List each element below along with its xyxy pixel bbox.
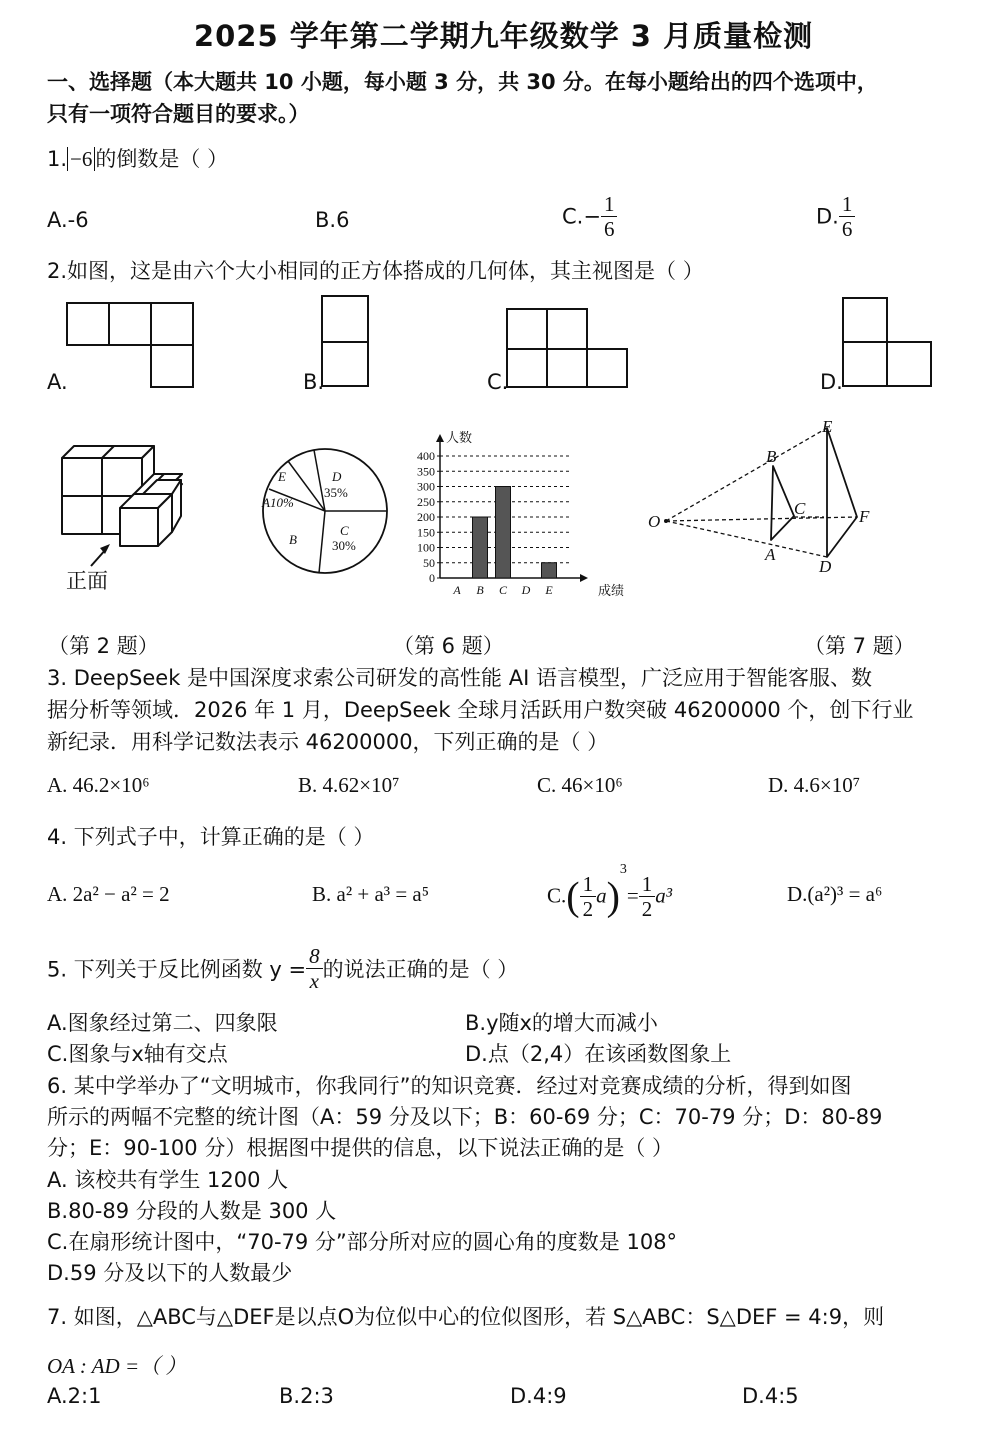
q6-option-c[interactable]: C.在扇形统计图中，“70-79 分”部分所对应的圆心角的度数是 108°	[47, 1230, 678, 1254]
q2-option-d-figure[interactable]	[838, 295, 938, 391]
question-7-line2: OA : AD =（ ）	[47, 1354, 187, 1378]
point-e: E	[822, 417, 833, 436]
q1-c-denominator: 6	[603, 217, 615, 241]
q5-stem-prefix: 5. 下列关于反比例函数 y =	[47, 957, 307, 982]
q7-homothety-figure	[642, 414, 882, 579]
question-6-line2: 所示的两幅不完整的统计图（A：59 分及以下；B：60-69 分；C：70-79 分；D：80-89	[47, 1105, 883, 1129]
q7-option-c[interactable]: D.4:9	[510, 1384, 567, 1408]
q4-c-denominator: 2	[582, 896, 594, 921]
q1-option-b[interactable]: B.6	[315, 208, 350, 232]
bar-E	[542, 563, 557, 578]
q6-bar-chart	[400, 422, 625, 602]
q4-option-b[interactable]: B. a² + a³ = a⁵	[312, 882, 430, 906]
q1-abs-expression: −6	[67, 147, 95, 171]
q4-option-d[interactable]: D.(a²)³ = a⁶	[787, 882, 883, 906]
q7-option-a[interactable]: A.2:1	[47, 1384, 102, 1408]
x-axis-arrow	[580, 574, 588, 582]
q1-option-c[interactable]	[562, 192, 617, 241]
q2-option-c-figure[interactable]	[503, 305, 633, 391]
y-tick-label: 100	[417, 540, 435, 555]
q6-option-a[interactable]: A. 该校共有学生 1200 人	[47, 1168, 289, 1192]
point-d: D	[819, 557, 832, 576]
pie-label-b: B	[289, 532, 297, 547]
q1-d-numerator: 1	[839, 192, 856, 217]
y-tick-label: 300	[417, 479, 435, 494]
x-tick-label-B: B	[476, 583, 484, 597]
q4-c-rhs-denominator: 2	[641, 896, 653, 921]
question-5	[47, 944, 518, 993]
q2-option-d-label[interactable]: D.	[820, 370, 843, 394]
q2-option-b-label[interactable]: B.	[303, 370, 325, 394]
q4-option-a[interactable]: A. 2a² − a² = 2	[47, 882, 170, 906]
q4-c-eq: =	[626, 883, 639, 908]
y-tick-label: 200	[417, 510, 435, 524]
q3-option-d[interactable]: D. 4.6×10⁷	[768, 773, 861, 797]
point-o: O	[648, 512, 661, 531]
point-a: A	[765, 545, 776, 564]
q4-option-c[interactable]: C.( $\frac{1}{2}$ a)$^3$= $\frac{1}{2}$ a³	[547, 862, 673, 921]
point-c: C	[794, 499, 806, 518]
q5-denominator: x	[309, 969, 319, 993]
q3-option-c[interactable]: C. 46×10⁶	[537, 773, 623, 797]
q5-option-b[interactable]: B.y随x的增大而减小	[465, 1011, 658, 1035]
caption-q7: （第 7 题）	[804, 634, 915, 658]
question-1	[47, 143, 228, 173]
q1-option-c-label: C.−	[562, 204, 601, 229]
section-1-heading-line1: 一、选择题（本大题共 10 小题，每小题 3 分，共 30 分。在每小题给出的四个选项中，	[47, 70, 878, 94]
q1-stem: 的倒数是（ ）	[95, 147, 229, 171]
bar-C	[496, 487, 511, 579]
x-axis-label: 成绩	[598, 583, 625, 598]
question-2: 2.如图，这是由六个大小相同的正方体搭成的几何体，其主视图是（ ）	[47, 259, 704, 283]
question-3-line2: 据分析等领域．2026 年 1 月，DeepSeek 全球月活跃用户数突破 46200000 个，创下行业	[47, 698, 914, 722]
q1-option-d-label: D.	[816, 204, 839, 229]
q2-option-a-figure[interactable]	[60, 298, 200, 390]
question-3-line3: 新纪录．用科学记数法表示 46200000，下列正确的是（ ）	[47, 730, 609, 754]
q1-d-denominator: 6	[841, 217, 853, 241]
q2-option-c-label[interactable]: C.	[487, 370, 509, 394]
q5-numerator: 8	[306, 944, 323, 969]
q5-option-d[interactable]: D.点（2,4）在该函数图象上	[465, 1042, 732, 1066]
pie-pct-c: 30%	[332, 538, 356, 553]
question-6-line1: 6. 某中学举办了“文明城市，你我同行”的知识竞赛．经过对竞赛成绩的分析，得到如图	[47, 1074, 852, 1098]
question-6-line3: 分；E：90-100 分）根据图中提供的信息，以下说法正确的是（ ）	[47, 1136, 673, 1160]
x-tick-label-C: C	[498, 583, 508, 597]
q1-option-d[interactable]	[816, 192, 855, 241]
y-tick-label: 150	[417, 525, 435, 540]
question-7-line1: 7. 如图，△ABC与△DEF是以点O为位似中心的位似图形，若 S△ABC：S△DEF = 4:9，则	[47, 1305, 885, 1329]
y-tick-label: 250	[417, 494, 435, 509]
q4-c-numerator: 1	[580, 872, 597, 897]
q1-c-numerator: 1	[601, 192, 618, 217]
y-axis-label: 人数	[446, 430, 473, 445]
bar-B	[473, 517, 488, 578]
y-tick-label: 350	[417, 464, 435, 479]
q4-c-label: C.	[547, 883, 567, 908]
point-f: F	[859, 507, 870, 526]
q7-option-b[interactable]: B.2:3	[279, 1384, 334, 1408]
q1-option-a[interactable]: A.-6	[47, 208, 89, 232]
y-tick-label: 400	[417, 449, 435, 463]
q1-number: 1.	[47, 147, 68, 171]
caption-q6: （第 6 题）	[393, 634, 504, 658]
q4-c-var: a	[596, 883, 607, 908]
x-tick-label-E: E	[545, 583, 553, 597]
q6-pie-chart	[256, 445, 396, 580]
y-tick-label: 0	[429, 571, 435, 585]
y-tick-label: 50	[423, 555, 435, 570]
q2-option-b-figure[interactable]	[318, 292, 374, 390]
q2-front-label: 正面	[66, 569, 108, 593]
pie-pct-d: 35%	[324, 485, 348, 500]
x-tick-label-D: D	[521, 583, 531, 597]
pie-label-d: D	[332, 469, 342, 484]
pie-label-a: A10%	[262, 495, 294, 510]
pie-label-c: C	[340, 523, 349, 538]
point-b: B	[766, 447, 777, 466]
q3-option-a[interactable]: A. 46.2×10⁶	[47, 773, 150, 797]
q6-option-b[interactable]: B.80-89 分段的人数是 300 人	[47, 1199, 337, 1223]
y-axis-arrow	[436, 434, 444, 442]
caption-q2: （第 2 题）	[48, 634, 159, 658]
question-3-line1: 3. DeepSeek 是中国深度求索公司研发的高性能 AI 语言模型，广泛应用于智能客服、数	[47, 666, 872, 690]
q4-c-exp: 3	[619, 862, 627, 877]
q2-option-a-label[interactable]: A.	[47, 370, 68, 394]
q5-stem-suffix: 的说法正确的是（ ）	[322, 957, 519, 982]
x-tick-label-A: A	[453, 583, 461, 597]
q5-option-c[interactable]: C.图象与x轴有交点	[47, 1042, 228, 1066]
q5-option-a[interactable]: A.图象经过第二、四象限	[47, 1011, 278, 1035]
q7-option-d[interactable]: D.4:5	[742, 1384, 799, 1408]
q4-c-rhs: a³	[655, 883, 673, 908]
section-1-heading-line2: 只有一项符合题目的要求。）	[47, 102, 310, 126]
question-4: 4. 下列式子中，计算正确的是（ ）	[47, 825, 375, 849]
q6-option-d[interactable]: D.59 分及以下的人数最少	[47, 1261, 293, 1285]
pie-label-e: E	[278, 469, 286, 484]
q4-c-rhs-numerator: 1	[639, 872, 656, 897]
page-title: 2025 学年第二学期九年级数学 3 月质量检测	[193, 19, 814, 53]
q3-option-b[interactable]: B. 4.62×10⁷	[298, 773, 400, 797]
